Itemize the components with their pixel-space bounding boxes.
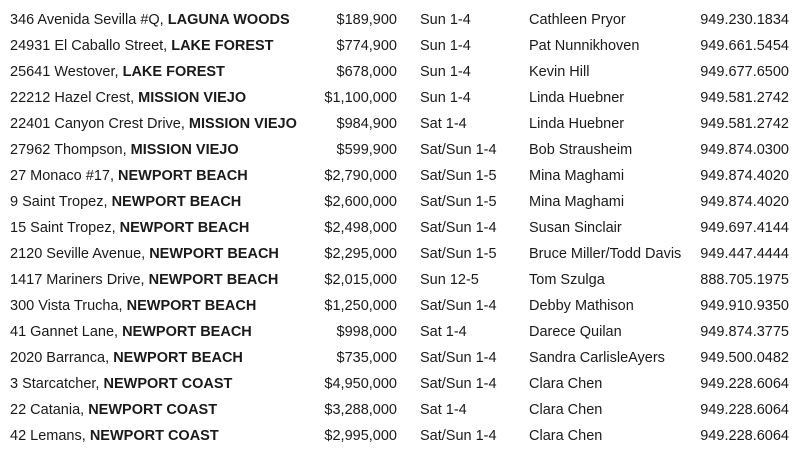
agent-name: Debby Mathison — [529, 298, 634, 314]
open-house-hours: Sun 12-5 — [420, 272, 479, 288]
listing-row — [0, 7, 800, 33]
listing-price: $984,900 — [336, 116, 397, 132]
listing-row — [0, 423, 800, 449]
city-name: MISSION VIEJO — [188, 116, 297, 132]
street-address: 24931 El Caballo Street, — [10, 38, 172, 54]
agent-name: Sandra CarlisleAyers — [529, 350, 665, 366]
listing-price: $4,950,000 — [324, 376, 397, 392]
city-name: NEWPORT BEACH — [122, 324, 252, 340]
agent-name: Clara Chen — [529, 376, 603, 392]
agent-phone: 888.705.1975 — [700, 272, 789, 288]
listing-row — [0, 267, 800, 293]
agent-name: Darece Quilan — [529, 324, 622, 340]
listing-price: $3,288,000 — [324, 402, 397, 418]
agent-name: Mina Maghami — [529, 168, 625, 184]
city-name: NEWPORT BEACH — [111, 194, 242, 210]
agent-name: Clara Chen — [529, 402, 603, 418]
agent-name: Cathleen Pryor — [529, 12, 626, 28]
agent-phone: 949.697.4144 — [700, 220, 789, 236]
open-house-hours: Sun 1-4 — [420, 90, 471, 106]
agent-name: Clara Chen — [529, 428, 603, 444]
city-name: NEWPORT BEACH — [149, 246, 279, 262]
city-name: NEWPORT COAST — [103, 376, 233, 392]
listing-address — [10, 111, 297, 137]
open-house-hours: Sat/Sun 1-4 — [420, 220, 497, 236]
listing-price: $1,250,000 — [324, 298, 397, 314]
listing-address — [10, 293, 256, 319]
listing-row — [0, 59, 800, 85]
street-address: 27962 Thompson, — [10, 142, 131, 158]
listing-row — [0, 111, 800, 137]
agent-phone: 949.661.5454 — [700, 38, 789, 54]
listing-row — [0, 345, 800, 371]
listing-address — [10, 189, 241, 215]
street-address: 3 Starcatcher, — [10, 376, 104, 392]
city-name: NEWPORT BEACH — [113, 350, 243, 366]
listing-price: $2,498,000 — [324, 220, 397, 236]
listing-price: $2,995,000 — [324, 428, 397, 444]
listing-row — [0, 215, 800, 241]
open-house-hours: Sat/Sun 1-4 — [420, 350, 497, 366]
street-address: 25641 Westover, — [10, 64, 123, 80]
open-house-hours: Sat 1-4 — [420, 324, 467, 340]
listing-address — [10, 137, 239, 163]
listing-price: $2,295,000 — [324, 246, 397, 262]
agent-name: Tom Szulga — [529, 272, 605, 288]
agent-name: Kevin Hill — [529, 64, 590, 80]
listing-price: $998,000 — [336, 324, 397, 340]
street-address: 27 Monaco #17, — [10, 168, 119, 184]
listing-price: $189,900 — [336, 12, 397, 28]
street-address: 41 Gannet Lane, — [10, 324, 123, 340]
city-name: NEWPORT BEACH — [118, 168, 248, 184]
listing-row — [0, 33, 800, 59]
listing-address — [10, 163, 248, 189]
agent-phone: 949.447.4444 — [700, 246, 789, 262]
listing-price: $599,900 — [336, 142, 397, 158]
agent-phone: 949.230.1834 — [700, 12, 789, 28]
listing-address — [10, 345, 243, 371]
city-name: NEWPORT COAST — [88, 402, 218, 418]
open-house-hours: Sat/Sun 1-4 — [420, 376, 497, 392]
street-address: 9 Saint Tropez, — [10, 194, 112, 210]
city-name: NEWPORT COAST — [89, 428, 219, 444]
listing-row — [0, 137, 800, 163]
listing-price: $1,100,000 — [324, 90, 397, 106]
street-address: 22 Catania, — [10, 402, 89, 418]
city-name: NEWPORT BEACH — [119, 220, 250, 236]
listing-address — [10, 85, 246, 111]
street-address: 2120 Seville Avenue, — [10, 246, 150, 262]
agent-name: Bruce Miller/Todd Davis — [529, 246, 682, 262]
listing-row — [0, 293, 800, 319]
open-house-hours: Sat/Sun 1-4 — [420, 428, 497, 444]
agent-name: Pat Nunnikhoven — [529, 38, 640, 54]
listing-address — [10, 319, 252, 345]
open-house-hours: Sat/Sun 1-5 — [420, 246, 497, 262]
city-name: NEWPORT BEACH — [126, 298, 257, 314]
listing-address — [10, 241, 279, 267]
agent-phone: 949.874.4020 — [700, 194, 789, 210]
city-name: LAGUNA WOODS — [167, 12, 290, 28]
open-house-hours: Sat/Sun 1-4 — [420, 142, 497, 158]
listing-address — [10, 371, 232, 397]
listing-price: $2,790,000 — [324, 168, 397, 184]
listing-row — [0, 241, 800, 267]
open-house-hours: Sun 1-4 — [420, 12, 471, 28]
agent-phone: 949.500.0482 — [700, 350, 789, 366]
listing-address — [10, 59, 225, 85]
agent-phone: 949.874.0300 — [700, 142, 789, 158]
listing-address — [10, 423, 219, 449]
agent-phone: 949.581.2742 — [700, 90, 789, 106]
street-address: 22401 Canyon Crest Drive, — [10, 116, 189, 132]
street-address: 2020 Barranca, — [10, 350, 114, 366]
listing-price: $2,600,000 — [324, 194, 397, 210]
agent-name: Linda Huebner — [529, 116, 625, 132]
listing-row — [0, 163, 800, 189]
listing-price: $735,000 — [336, 350, 397, 366]
city-name: MISSION VIEJO — [130, 142, 239, 158]
street-address: 300 Vista Trucha, — [10, 298, 127, 314]
listing-address — [10, 397, 217, 423]
street-address: 346 Avenida Sevilla #Q, — [10, 12, 168, 28]
listing-price: $2,015,000 — [324, 272, 397, 288]
agent-name: Susan Sinclair — [529, 220, 622, 236]
listing-row — [0, 397, 800, 423]
agent-name: Mina Maghami — [529, 194, 625, 210]
agent-phone: 949.228.6064 — [700, 402, 789, 418]
street-address: 22212 Hazel Crest, — [10, 90, 139, 106]
agent-phone: 949.874.4020 — [700, 168, 789, 184]
agent-phone: 949.228.6064 — [700, 376, 789, 392]
agent-name: Bob Strausheim — [529, 142, 633, 158]
agent-name: Linda Huebner — [529, 90, 625, 106]
open-house-hours: Sat/Sun 1-5 — [420, 168, 497, 184]
street-address: 42 Lemans, — [10, 428, 90, 444]
agent-phone: 949.874.3775 — [700, 324, 789, 340]
city-name: MISSION VIEJO — [138, 90, 247, 106]
listing-row — [0, 85, 800, 111]
listing-row — [0, 189, 800, 215]
listing-address — [10, 33, 274, 59]
city-name: NEWPORT BEACH — [148, 272, 279, 288]
agent-phone: 949.581.2742 — [700, 116, 789, 132]
open-house-hours: Sat/Sun 1-5 — [420, 194, 497, 210]
open-house-hours: Sun 1-4 — [420, 64, 471, 80]
agent-phone: 949.228.6064 — [700, 428, 789, 444]
listing-row — [0, 371, 800, 397]
listing-price: $678,000 — [336, 64, 397, 80]
street-address: 15 Saint Tropez, — [10, 220, 120, 236]
open-house-hours: Sat 1-4 — [420, 116, 467, 132]
city-name: LAKE FOREST — [122, 64, 225, 80]
street-address: 1417 Mariners Drive, — [10, 272, 149, 288]
open-house-hours: Sun 1-4 — [420, 38, 471, 54]
open-house-hours: Sat 1-4 — [420, 402, 467, 418]
listing-address — [10, 7, 290, 33]
agent-phone: 949.910.9350 — [700, 298, 789, 314]
open-house-hours: Sat/Sun 1-4 — [420, 298, 497, 314]
agent-phone: 949.677.6500 — [700, 64, 789, 80]
city-name: LAKE FOREST — [171, 38, 274, 54]
listing-address — [10, 215, 249, 241]
listing-price: $774,900 — [336, 38, 397, 54]
listing-row — [0, 319, 800, 345]
listing-address — [10, 267, 278, 293]
